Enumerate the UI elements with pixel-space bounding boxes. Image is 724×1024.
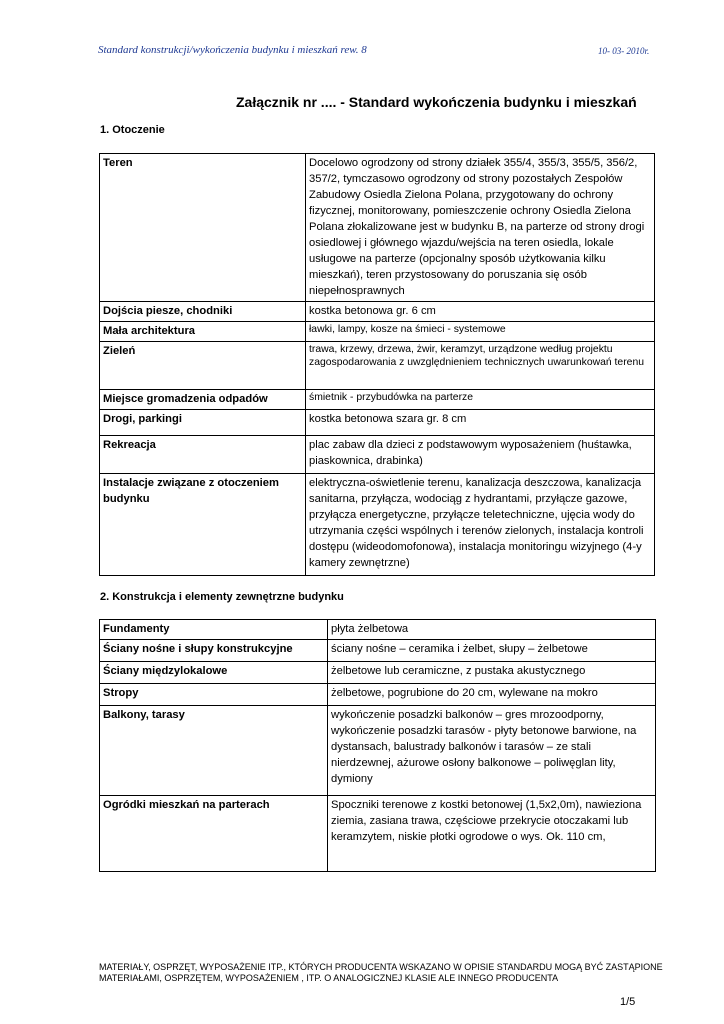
row-value: ławki, lampy, kosze na śmieci - systemowe [306,322,655,342]
row-value: trawa, krzewy, drzewa, żwir, keramzyt, urządzone według projektu zagospodarowania z uwzględnieniem technicznych uwarunkowań terenu [306,342,655,390]
row-label: Rekreacja [100,436,306,474]
row-label: Instalacje związane z otoczeniem budynku [100,474,306,576]
row-value: żelbetowe lub ceramiczne, z pustaka akustycznego [328,662,656,684]
row-value: kostka betonowa szara gr. 8 cm [306,410,655,436]
footer-disclaimer: MATERIAŁY, OSPRZĘT, WYPOSAŻENIE ITP., KTÓRYCH PRODUCENTA WSKAZANO W OPISIE STANDARDU MOGĄ BYĆ ZASTĄPIONE MATERIAŁAMI, OSPRZĘTEM, WYPOSAŻENIEM , ITP. O ANALOGICZNEJ KLASIE ALE INNEGO PRODUCENTA [99,962,663,983]
row-label: Ściany nośne i słupy konstrukcyjne [100,640,328,662]
row-value: żelbetowe, pogrubione do 20 cm, wylewane na mokro [328,684,656,706]
row-label: Dojścia piesze, chodniki [100,302,306,322]
table-row [100,322,655,342]
row-label: Stropy [100,684,328,706]
table-row [100,474,655,576]
table-row [100,684,656,706]
row-label: Drogi, parkingi [100,410,306,436]
page-title: Załącznik nr .... - Standard wykończenia budynku i mieszkań [236,94,637,110]
row-value: plac zabaw dla dzieci z podstawowym wyposażeniem (huśtawka, piaskownica, drabinka) [306,436,655,474]
table-row [100,390,655,410]
row-label: Ogródki mieszkań na parterach [100,796,328,872]
row-label: Mała architektura [100,322,306,342]
row-label: Miejsce gromadzenia odpadów [100,390,306,410]
section-heading-konstrukcja: 2. Konstrukcja i elementy zewnętrzne budynku [100,591,344,603]
row-value: kostka betonowa gr. 6 cm [306,302,655,322]
row-label: Balkony, tarasy [100,706,328,796]
row-value: elektryczna-oświetlenie terenu, kanalizacja deszczowa, kanalizacja sanitarna, przyłącza, wodociąg z hydrantami, przyłącze gazowe, przyłącza energetyczne, przyłącze teletechniczne, ujęcia wody do utrzymania części wspólnych i terenów zielonych, instalacja kontroli dostępu (wideodomofonowa), instalacja monitoringu wizyjnego (4-y kamery zewnętrzne) [306,474,655,576]
row-value: śmietnik - przybudówka na parterze [306,390,655,410]
table-konstrukcja [99,619,656,872]
table-otoczenie [99,153,655,576]
row-value: płyta żelbetowa [328,620,656,640]
table-row [100,410,655,436]
table-row [100,154,655,302]
header-document-title: Standard konstrukcji/wykończenia budynku i mieszkań rew. 8 [98,44,367,56]
row-label: Fundamenty [100,620,328,640]
page-number: 1/5 [620,996,636,1008]
table-row [100,662,656,684]
row-value: Spoczniki terenowe z kostki betonowej (1,5x2,0m), nawieziona ziemia, zasiana trawa, częściowe przekrycie otoczakami lub keramzytem, niskie płotki ogrodowe o wys. Ok. 110 cm, [328,796,656,872]
table-row [100,342,655,390]
table-row [100,620,656,640]
row-value: Docelowo ogrodzony od strony działek 355/4, 355/3, 355/5, 356/2, 357/2, tymczasowo ogrodzony od strony pozostałych Zespołów Zabudowy Osiedla Zielona Polana, przygotowany do ochrony fizycznej, monitorowany, pomieszczenie ochrony Osiedla Zielona Polana złokalizowane jest w budynku B, na parterze od strony drogi osiedlowej i głównego wjazdu/wejścia na teren osiedla, lokale usługowe na parterze (opcjonalny sposób użytkowania kilku mieszkań), teren przystosowany do poruszania się osób niepełnosprawnych [306,154,655,302]
header-date: 10- 03- 2010r. [598,46,650,56]
table-row [100,706,656,796]
table-row [100,796,656,872]
section-heading-otoczenie: 1. Otoczenie [100,124,165,136]
row-label: Ściany międzylokalowe [100,662,328,684]
table-row [100,640,656,662]
row-label: Teren [100,154,306,302]
row-value: ściany nośne – ceramika i żelbet, słupy – żelbetowe [328,640,656,662]
table-row [100,302,655,322]
row-value: wykończenie posadzki balkonów – gres mrozoodporny, wykończenie posadzki tarasów - płyty betonowe barwione, na dystansach, balustrady balkonów i tarasów – ze stali nierdzewnej, ażurowe osłony balkonowe – poliwęglan lity, dymiony [328,706,656,796]
row-label: Zieleń [100,342,306,390]
table-row [100,436,655,474]
